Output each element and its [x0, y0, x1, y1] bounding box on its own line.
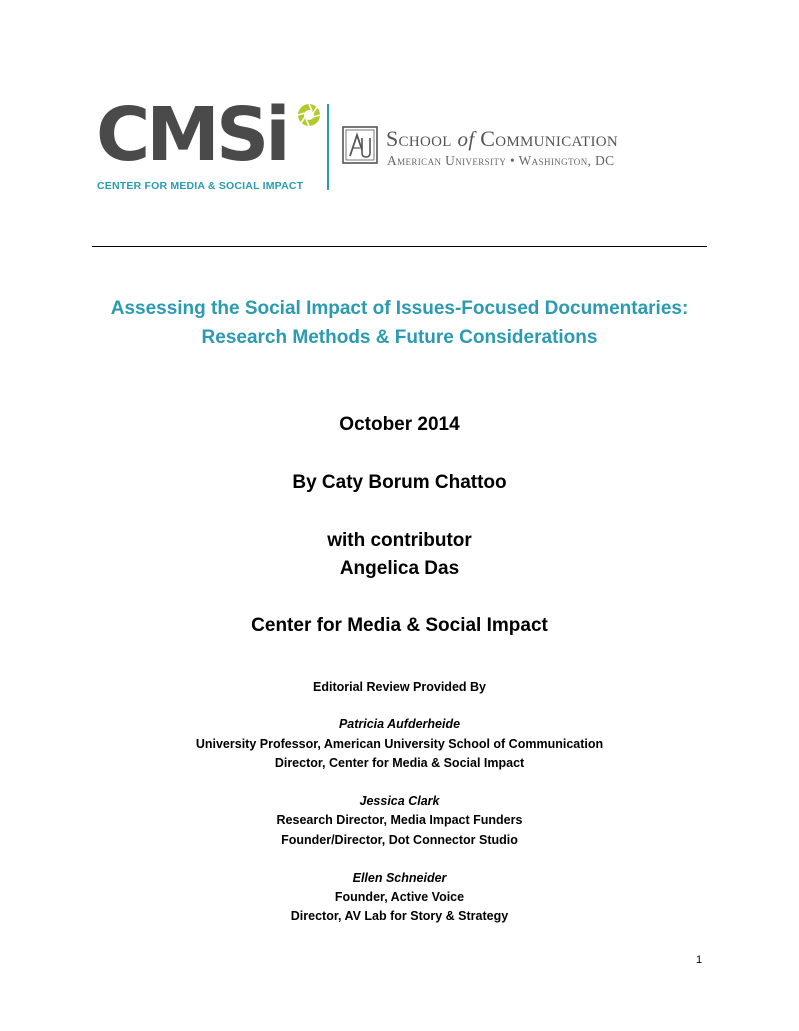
- reviewer-role: University Professor, American University School of Communication: [195, 737, 604, 751]
- logo-divider: [327, 104, 329, 190]
- report-date: October 2014: [339, 414, 460, 435]
- reviewer-role: Founder/Director, Dot Connector Studio: [281, 833, 518, 847]
- reviewer-role: Founder, Active Voice: [334, 890, 465, 904]
- header-rule: [92, 246, 707, 247]
- organization-name: Center for Media & Social Impact: [251, 615, 548, 636]
- au-monogram-icon: [342, 126, 378, 164]
- reviewer-role: Research Director, Media Impact Funders: [276, 813, 523, 827]
- cmsi-logo: [96, 92, 322, 194]
- page-number: 1: [696, 954, 703, 966]
- au-school-logo: [342, 126, 706, 172]
- review-heading: Editorial Review Provided By: [313, 680, 486, 694]
- reviewer-name: Patricia Aufderheide: [338, 717, 461, 731]
- contributor-name: Angelica Das: [339, 558, 460, 579]
- reviewer-name: Ellen Schneider: [352, 871, 447, 885]
- reviewer-name: Jessica Clark: [359, 794, 440, 808]
- au-school-title: School of Communication: [386, 126, 619, 151]
- reviewer-role: Director, AV Lab for Story & Strategy: [290, 909, 509, 923]
- report-author: By Caty Borum Chattoo: [292, 472, 507, 493]
- au-school-subtitle: American University • Washington, DC: [387, 153, 615, 168]
- aperture-icon: [296, 102, 322, 128]
- cmsi-tagline: CENTER FOR MEDIA & SOCIAL IMPACT: [97, 180, 304, 192]
- report-title-line-1: Assessing the Social Impact of Issues-Focused Documentaries:: [110, 298, 689, 319]
- cmsi-logo-wordmark: CMSi: [96, 92, 287, 178]
- report-title-line-2: Research Methods & Future Considerations: [201, 327, 598, 348]
- contributor-label: with contributor: [327, 530, 472, 551]
- reviewer-role: Director, Center for Media & Social Impact: [274, 756, 525, 770]
